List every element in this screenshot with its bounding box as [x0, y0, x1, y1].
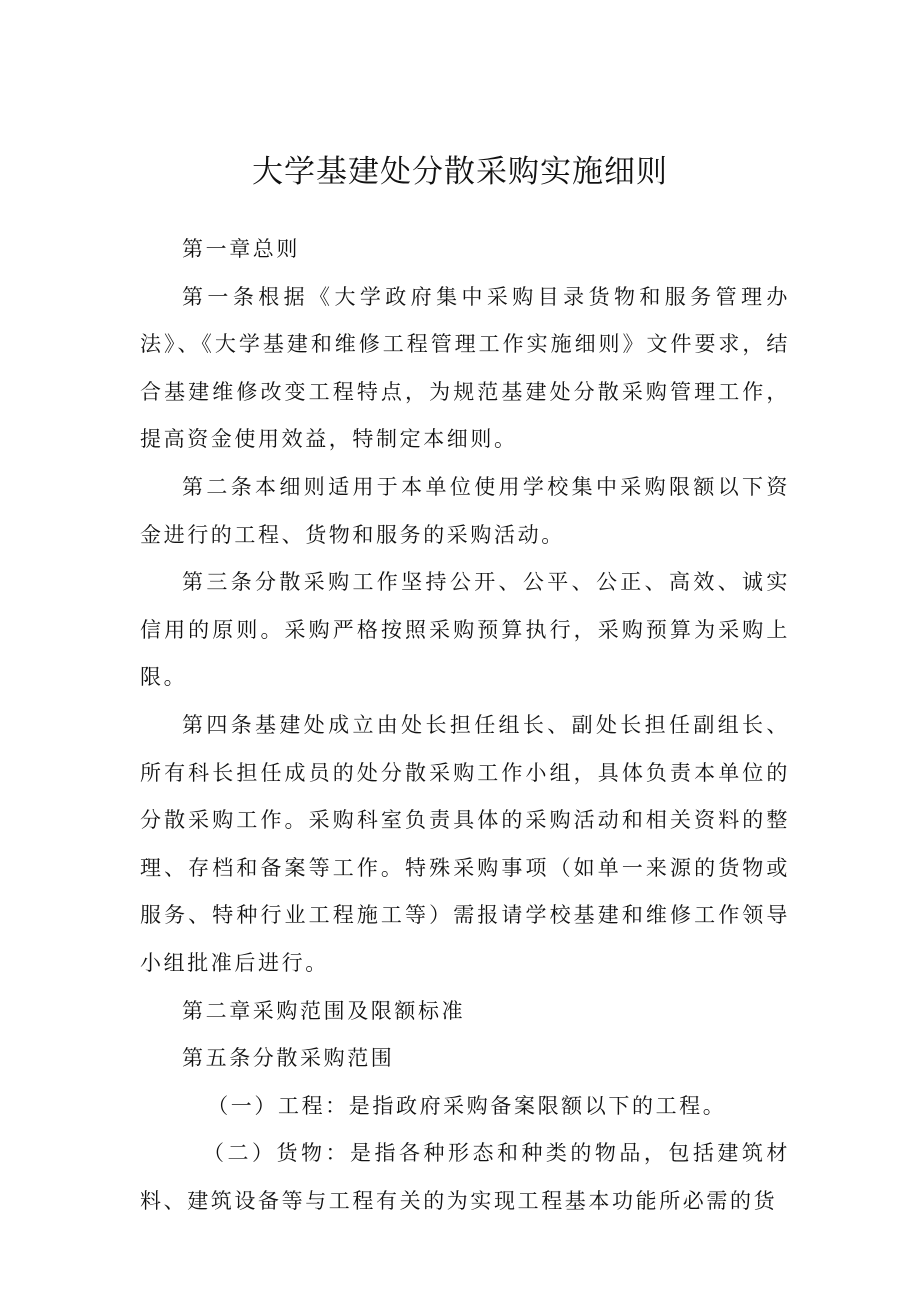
- article-3: 第三条分散采购工作坚持公开、公平、公正、高效、诚实信用的原则。采购严格按照采购预算执行，采购预算为采购上限。: [140, 570, 790, 690]
- article-5: 第五条分散采购范围: [182, 1046, 395, 1071]
- chapter-heading-2: 第二章采购范围及限额标准: [182, 998, 466, 1023]
- clause-1-engineering: （一）工程：是指政府采购备案限额以下的工程。: [207, 1093, 727, 1118]
- article-1: 第一条根据《大学政府集中采购目录货物和服务管理办法》、《大学基建和维修工程管理工作实施细则》文件要求，结合基建维修改变工程特点，为规范基建处分散采购管理工作，提高资金使用效益，特制定本细则。: [140, 284, 790, 452]
- article-2: 第二条本细则适用于本单位使用学校集中采购限额以下资金进行的工程、货物和服务的采购活动。: [140, 474, 790, 547]
- article-4: 第四条基建处成立由处长担任组长、副处长担任副组长、所有科长担任成员的处分散采购工作小组，具体负责本单位的分散采购工作。采购科室负责具体的采购活动和相关资料的整理、存档和备案等工作。特殊采购事项（如单一来源的货物或服务、特种行业工程施工等）需报请学校基建和维修工作领导小组批准后进行。: [140, 712, 790, 975]
- document-body: [140, 226, 790, 1225]
- document-title: 大学基建处分散采购实施细则: [252, 154, 668, 190]
- chapter-heading-1: 第一章总则: [182, 237, 300, 261]
- clause-2-goods: （二）货物：是指各种形态和种类的物品，包括建筑材料、建筑设备等与工程有关的为实现工程基本功能所必需的货: [140, 1141, 790, 1213]
